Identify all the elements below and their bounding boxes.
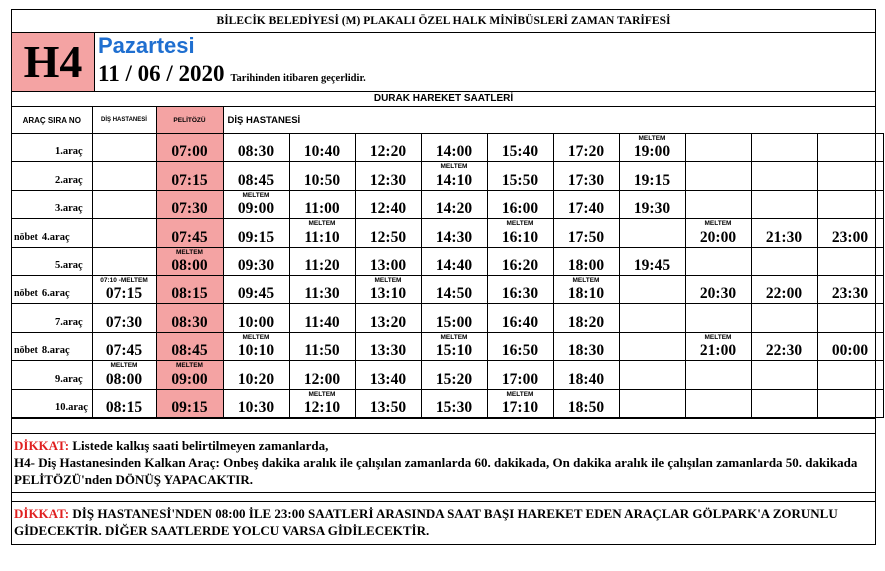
time-cell	[223, 332, 289, 360]
time-cell	[487, 332, 553, 360]
time-cell	[751, 190, 817, 218]
time-cell	[553, 219, 619, 247]
notice-1	[12, 434, 875, 492]
departure-time: 19:00	[633, 143, 671, 161]
schedule-row	[12, 134, 883, 162]
col-dis-hastanesi: DİŞ HASTANESİ	[223, 107, 883, 134]
time-cell	[355, 304, 421, 332]
departure-time: 17:00	[501, 370, 539, 388]
schedule-row	[12, 219, 883, 247]
time-cell	[619, 247, 685, 275]
departure-time: 07:00	[171, 143, 208, 161]
time-cell	[223, 275, 289, 303]
schedule-row	[12, 162, 883, 190]
departure-time: 20:00	[699, 228, 737, 246]
schedule-row	[12, 389, 883, 417]
time-cell	[817, 247, 883, 275]
time-cell	[92, 219, 156, 247]
time-cell	[421, 389, 487, 417]
departure-time: 12:00	[303, 370, 341, 388]
departure-time: 18:00	[567, 256, 605, 274]
time-cell	[619, 332, 685, 360]
time-cell	[92, 332, 156, 360]
departure-time: 09:15	[237, 228, 275, 246]
time-cell	[553, 304, 619, 332]
time-cell	[355, 190, 421, 218]
time-cell	[751, 332, 817, 360]
departure-time: 11:00	[304, 200, 340, 218]
time-cell	[289, 332, 355, 360]
vehicle-number: 5.araç	[55, 259, 83, 271]
departure-time: 14:00	[435, 143, 473, 161]
time-cell	[156, 389, 223, 417]
time-cell	[553, 162, 619, 190]
document-title: BİLECİK BELEDİYESİ (M) PLAKALI ÖZEL HALK MİNİBÜSLERİ ZAMAN TARİFESİ	[12, 10, 875, 33]
time-cell	[355, 361, 421, 389]
operator-label: 07:10 -MELTEM	[100, 276, 148, 284]
departure-time: 18:40	[567, 370, 605, 388]
time-cell	[619, 190, 685, 218]
time-cell	[619, 134, 685, 162]
departure-time: 15:10	[435, 342, 473, 360]
departure-time: 12:30	[369, 171, 407, 189]
departure-time: 21:00	[699, 342, 737, 360]
operator-label: MELTEM	[308, 390, 336, 398]
time-cell	[685, 389, 751, 417]
departure-time: 13:50	[369, 398, 407, 416]
departure-time: 16:20	[501, 256, 539, 274]
vehicle-number: 10.araç	[55, 401, 88, 413]
vehicle-cell	[12, 304, 92, 332]
departure-time: 13:00	[369, 256, 407, 274]
time-cell	[751, 134, 817, 162]
departure-time: 19:30	[633, 200, 671, 218]
departure-time: 17:10	[501, 398, 539, 416]
departure-time: 22:30	[765, 342, 803, 360]
operator-label: MELTEM	[704, 333, 732, 341]
schedule-row	[12, 361, 883, 389]
departure-time: 13:40	[369, 370, 407, 388]
time-cell	[92, 304, 156, 332]
section-title: DURAK HAREKET SAATLERİ	[12, 92, 875, 107]
time-cell	[355, 247, 421, 275]
time-cell	[289, 134, 355, 162]
operator-label: MELTEM	[638, 135, 666, 142]
departure-time: 17:30	[567, 171, 605, 189]
operator-label: MELTEM	[440, 163, 468, 171]
effective-date	[98, 59, 366, 94]
time-cell	[223, 134, 289, 162]
time-cell	[487, 389, 553, 417]
schedule-table	[12, 107, 883, 418]
departure-time: 16:30	[501, 285, 539, 303]
vehicle-number: 6.araç	[41, 288, 70, 300]
schedule-row	[12, 304, 883, 332]
time-cell	[421, 219, 487, 247]
spacer	[12, 492, 875, 502]
duty-tag: nöbet	[14, 345, 38, 357]
time-cell	[421, 361, 487, 389]
time-cell	[156, 304, 223, 332]
departure-time: 11:40	[304, 313, 340, 331]
day-label: Pazartesi	[98, 33, 195, 58]
timetable-sheet	[11, 9, 876, 545]
col-dis-hastanesi-small: DİŞ HASTANESİ	[92, 107, 156, 134]
departure-time: 08:45	[171, 342, 208, 360]
time-cell	[685, 361, 751, 389]
departure-time: 11:20	[304, 256, 340, 274]
time-cell	[685, 247, 751, 275]
time-cell	[289, 219, 355, 247]
departure-time: 18:30	[567, 342, 605, 360]
time-cell	[355, 219, 421, 247]
time-cell	[289, 361, 355, 389]
time-cell	[92, 389, 156, 417]
vehicle-cell	[12, 134, 92, 162]
vehicle-cell	[12, 361, 92, 389]
route-code: H4	[12, 33, 95, 91]
operator-label: MELTEM	[242, 333, 270, 341]
time-cell	[619, 162, 685, 190]
departure-time: 13:20	[369, 313, 407, 331]
time-cell	[817, 190, 883, 218]
operator-label: MELTEM	[704, 220, 732, 228]
departure-time: 11:10	[304, 228, 340, 246]
departure-time: 14:20	[435, 200, 473, 218]
time-cell	[487, 190, 553, 218]
time-cell	[487, 361, 553, 389]
time-cell	[685, 304, 751, 332]
time-cell	[421, 304, 487, 332]
departure-time: 22:00	[765, 285, 803, 303]
route-header	[12, 33, 875, 92]
time-cell	[685, 219, 751, 247]
departure-time: 14:40	[435, 256, 473, 274]
departure-time: 10:40	[303, 143, 341, 161]
departure-time: 15:00	[435, 313, 473, 331]
departure-time: 18:50	[567, 398, 605, 416]
time-cell	[355, 162, 421, 190]
schedule-row	[12, 247, 883, 275]
departure-time: 11:30	[304, 285, 340, 303]
departure-time: 15:20	[435, 370, 473, 388]
time-cell	[487, 275, 553, 303]
departure-time: 09:15	[171, 398, 208, 416]
departure-time: 10:30	[237, 398, 275, 416]
operator-label: MELTEM	[242, 191, 270, 199]
time-cell	[685, 190, 751, 218]
time-cell	[156, 219, 223, 247]
departure-time: 08:30	[171, 313, 208, 331]
time-cell	[289, 247, 355, 275]
time-cell	[553, 247, 619, 275]
departure-time: 15:40	[501, 143, 539, 161]
time-cell	[92, 247, 156, 275]
time-cell	[619, 304, 685, 332]
time-cell	[421, 134, 487, 162]
notice-2	[12, 502, 875, 544]
departure-time: 11:50	[304, 342, 340, 360]
departure-time: 15:30	[435, 398, 473, 416]
time-cell	[685, 332, 751, 360]
time-cell	[619, 275, 685, 303]
departure-time: 07:15	[171, 171, 208, 189]
time-cell	[156, 134, 223, 162]
time-cell	[751, 247, 817, 275]
departure-time: 14:50	[435, 285, 473, 303]
time-cell	[421, 332, 487, 360]
time-cell	[223, 219, 289, 247]
departure-time: 08:45	[237, 171, 275, 189]
vehicle-cell	[12, 247, 92, 275]
departure-time: 16:40	[501, 313, 539, 331]
time-cell	[553, 332, 619, 360]
schedule-row	[12, 275, 883, 303]
departure-time: 23:00	[831, 228, 869, 246]
time-cell	[751, 275, 817, 303]
departure-time: 00:00	[831, 342, 869, 360]
departure-time: 17:40	[567, 200, 605, 218]
time-cell	[817, 219, 883, 247]
schedule-row	[12, 332, 883, 360]
vehicle-cell	[12, 219, 92, 247]
time-cell	[223, 389, 289, 417]
time-cell	[487, 219, 553, 247]
time-cell	[355, 332, 421, 360]
time-cell	[421, 275, 487, 303]
time-cell	[487, 134, 553, 162]
vehicle-number: 1.araç	[55, 146, 83, 158]
date-value: 11 / 06 / 2020	[98, 61, 225, 86]
time-cell	[487, 162, 553, 190]
operator-label: MELTEM	[110, 362, 138, 370]
time-cell	[685, 275, 751, 303]
departure-time: 10:20	[237, 370, 275, 388]
time-cell	[487, 304, 553, 332]
departure-time: 08:00	[171, 256, 208, 274]
departure-time: 18:20	[567, 313, 605, 331]
departure-time: 09:45	[237, 285, 275, 303]
time-cell	[92, 190, 156, 218]
time-cell	[289, 162, 355, 190]
time-cell	[156, 332, 223, 360]
departure-time: 10:50	[303, 171, 341, 189]
departure-time: 10:00	[237, 313, 275, 331]
departure-time: 18:10	[567, 285, 605, 303]
time-cell	[553, 190, 619, 218]
time-cell	[751, 162, 817, 190]
spacer	[12, 418, 875, 434]
duty-tag: nöbet	[14, 231, 38, 243]
time-cell	[156, 247, 223, 275]
departure-time: 14:10	[435, 171, 473, 189]
header-row	[12, 107, 883, 134]
time-cell	[751, 361, 817, 389]
departure-time: 19:45	[633, 256, 671, 274]
time-cell	[223, 361, 289, 389]
time-cell	[156, 361, 223, 389]
departure-time: 16:10	[501, 228, 539, 246]
time-cell	[355, 275, 421, 303]
departure-time: 09:00	[237, 200, 275, 218]
col-vehicle: ARAÇ SIRA NO	[12, 107, 92, 134]
departure-time: 07:45	[171, 228, 208, 246]
notice-text-3: DİŞ HASTANESİ'NDEN 08:00 İLE 23:00 SAATLERİ ARASINDA SAAT BAŞI HAREKET EDEN ARAÇLAR GÖLPARK'A ZORUNLU GİDECEKTİR. DİĞER SAATLERDE YOLCU VARSA GİDİLECEKTİR.	[14, 505, 838, 538]
time-cell	[685, 162, 751, 190]
departure-time: 15:50	[501, 171, 539, 189]
time-cell	[355, 389, 421, 417]
departure-time: 08:30	[237, 143, 275, 161]
time-cell	[553, 389, 619, 417]
departure-time: 09:00	[171, 370, 208, 388]
departure-time: 17:50	[567, 228, 605, 246]
time-cell	[223, 247, 289, 275]
operator-label: MELTEM	[440, 333, 468, 341]
time-cell	[817, 361, 883, 389]
operator-label: MELTEM	[176, 248, 203, 256]
col-pelitozu: PELİTÖZÜ	[156, 107, 223, 134]
departure-time: 07:45	[105, 342, 143, 360]
vehicle-cell	[12, 162, 92, 190]
vehicle-cell	[12, 190, 92, 218]
departure-time: 08:00	[105, 370, 143, 388]
departure-time: 14:30	[435, 228, 473, 246]
vehicle-cell	[12, 275, 92, 303]
vehicle-cell	[12, 389, 92, 417]
time-cell	[223, 162, 289, 190]
departure-time: 16:00	[501, 200, 539, 218]
time-cell	[751, 304, 817, 332]
time-cell	[156, 162, 223, 190]
time-cell	[92, 134, 156, 162]
time-cell	[421, 162, 487, 190]
time-cell	[421, 190, 487, 218]
time-cell	[685, 134, 751, 162]
departure-time: 10:10	[237, 342, 275, 360]
time-cell	[817, 332, 883, 360]
time-cell	[553, 134, 619, 162]
operator-label: MELTEM	[374, 276, 402, 284]
departure-time: 23:30	[831, 285, 869, 303]
time-cell	[619, 361, 685, 389]
date-note: Tarihinden itibaren geçerlidir.	[230, 73, 366, 84]
time-cell	[553, 275, 619, 303]
departure-time: 07:30	[105, 313, 143, 331]
time-cell	[553, 361, 619, 389]
time-cell	[223, 304, 289, 332]
operator-label: MELTEM	[506, 220, 534, 228]
time-cell	[751, 389, 817, 417]
duty-tag: nöbet	[14, 288, 38, 300]
time-cell	[223, 190, 289, 218]
time-cell	[817, 304, 883, 332]
time-cell	[92, 361, 156, 389]
departure-time: 12:50	[369, 228, 407, 246]
departure-time: 19:15	[633, 171, 671, 189]
time-cell	[817, 389, 883, 417]
operator-label: MELTEM	[572, 276, 600, 284]
schedule-row	[12, 190, 883, 218]
notice-text-1: Listede kalkış saati belirtilmeyen zamanlarda,	[69, 437, 329, 453]
departure-time: 08:15	[171, 285, 208, 303]
time-cell	[619, 389, 685, 417]
vehicle-number: 4.araç	[41, 231, 70, 243]
notice-label: DİKKAT:	[14, 505, 70, 521]
time-cell	[92, 275, 156, 303]
time-cell	[487, 247, 553, 275]
departure-time: 12:20	[369, 143, 407, 161]
departure-time: 12:10	[303, 398, 341, 416]
time-cell	[156, 190, 223, 218]
departure-time: 12:40	[369, 200, 407, 218]
time-cell	[289, 275, 355, 303]
time-cell	[817, 134, 883, 162]
time-cell	[289, 389, 355, 417]
time-cell	[619, 219, 685, 247]
vehicle-number: 9.araç	[55, 373, 83, 385]
operator-label: MELTEM	[176, 362, 203, 370]
notice-label: DİKKAT:	[14, 437, 70, 453]
departure-time: 13:10	[369, 285, 407, 303]
time-cell	[751, 219, 817, 247]
departure-time: 07:30	[171, 200, 208, 218]
operator-label: MELTEM	[308, 220, 336, 228]
vehicle-number: 8.araç	[41, 345, 70, 357]
departure-time: 20:30	[699, 285, 737, 303]
time-cell	[817, 275, 883, 303]
departure-time: 16:50	[501, 342, 539, 360]
departure-time: 09:30	[237, 256, 275, 274]
vehicle-number: 2.araç	[55, 174, 83, 186]
notice-text-2: H4- Diş Hastanesinden Kalkan Araç: Onbeş dakika aralık ile çalışılan zamanlarda 60. dakikada, On dakika aralık ile çalışılan zamanlarda 50. dakikada PELİTÖZÜ'nden DÖNÜŞ YAPACAKTIR.	[14, 454, 858, 487]
time-cell	[817, 162, 883, 190]
time-cell	[156, 275, 223, 303]
time-cell	[92, 162, 156, 190]
operator-label: MELTEM	[506, 390, 534, 398]
vehicle-number: 3.araç	[55, 203, 83, 215]
departure-time: 17:20	[567, 143, 605, 161]
vehicle-cell	[12, 332, 92, 360]
vehicle-number: 7.araç	[55, 316, 83, 328]
time-cell	[289, 190, 355, 218]
departure-time: 13:30	[369, 342, 407, 360]
time-cell	[421, 247, 487, 275]
time-cell	[289, 304, 355, 332]
departure-time: 07:15	[105, 285, 143, 303]
departure-time: 08:15	[105, 398, 143, 416]
departure-time: 21:30	[765, 228, 803, 246]
time-cell	[355, 134, 421, 162]
